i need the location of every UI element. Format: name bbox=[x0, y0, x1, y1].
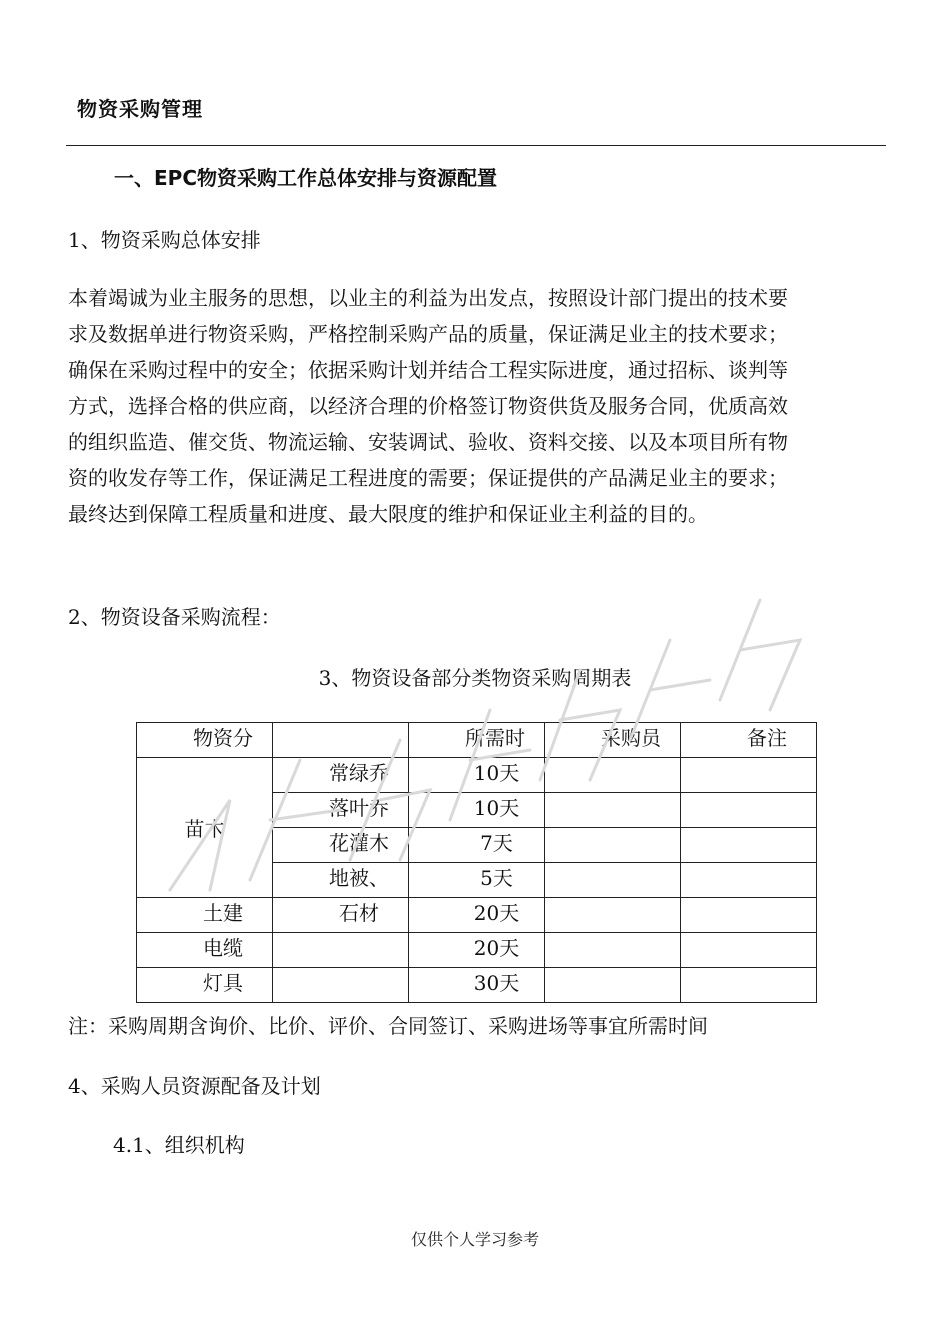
item-cell: 石材 bbox=[273, 898, 409, 933]
buyer-cell bbox=[545, 828, 681, 863]
header-cell: 物资分 bbox=[137, 723, 273, 758]
remark-cell bbox=[681, 758, 817, 793]
buyer-cell bbox=[545, 933, 681, 968]
paragraph-line: 资的收发存等工作，保证满足工程进度的需要；保证提供的产品满足业主的要求； bbox=[68, 466, 788, 490]
paragraph-line: 本着竭诚为业主服务的思想，以业主的利益为出发点，按照设计部门提出的技术要 bbox=[68, 286, 788, 310]
remark-cell bbox=[681, 793, 817, 828]
heading-1: 1、物资采购总体安排 bbox=[68, 228, 261, 252]
buyer-cell bbox=[545, 898, 681, 933]
paragraph-line: 确保在采购过程中的安全；依据采购计划并结合工程实际进度，通过招标、谈判等 bbox=[68, 358, 788, 382]
table-row bbox=[137, 933, 817, 968]
remark-cell bbox=[681, 863, 817, 898]
procurement-cycle-table bbox=[136, 722, 817, 1003]
item-cell: 落叶乔 bbox=[273, 793, 409, 828]
remark-cell bbox=[681, 968, 817, 1003]
category-cell: 苗木 bbox=[137, 758, 273, 898]
time-cell: 10天 bbox=[409, 793, 545, 828]
table-title: 3、物资设备部分类物资采购周期表 bbox=[318, 666, 632, 690]
table-header-row bbox=[137, 723, 817, 758]
item-cell: 地被、 bbox=[273, 863, 409, 898]
header-cell bbox=[273, 723, 409, 758]
time-cell: 5天 bbox=[409, 863, 545, 898]
time-cell: 20天 bbox=[409, 933, 545, 968]
header-cell: 采购员 bbox=[545, 723, 681, 758]
header-divider bbox=[66, 145, 886, 146]
heading-4-1: 4.1、组织机构 bbox=[113, 1133, 245, 1157]
category-cell: 灯具 bbox=[137, 968, 273, 1003]
item-cell: 花灌木 bbox=[273, 828, 409, 863]
remark-cell bbox=[681, 933, 817, 968]
time-cell: 10天 bbox=[409, 758, 545, 793]
heading-2: 2、物资设备采购流程： bbox=[68, 605, 281, 629]
item-cell: 常绿乔 bbox=[273, 758, 409, 793]
table-row bbox=[137, 968, 817, 1003]
buyer-cell bbox=[545, 863, 681, 898]
item-cell bbox=[273, 933, 409, 968]
table-row bbox=[137, 758, 817, 793]
paragraph-overview bbox=[68, 280, 890, 532]
category-cell: 电缆 bbox=[137, 933, 273, 968]
time-cell: 7天 bbox=[409, 828, 545, 863]
buyer-cell bbox=[545, 793, 681, 828]
paragraph-line: 求及数据单进行物资采购，严格控制采购产品的质量，保证满足业主的技术要求； bbox=[68, 322, 788, 346]
paragraph-line: 方式，选择合格的供应商，以经济合理的价格签订物资供货及服务合同，优质高效 bbox=[68, 394, 788, 418]
time-cell: 20天 bbox=[409, 898, 545, 933]
footer-note: 仅供个人学习参考 bbox=[410, 1230, 539, 1249]
remark-cell bbox=[681, 898, 817, 933]
buyer-cell bbox=[545, 758, 681, 793]
header-cell: 所需时 bbox=[409, 723, 545, 758]
header-cell: 备注 bbox=[681, 723, 817, 758]
section-title: 一、EPC物资采购工作总体安排与资源配置 bbox=[114, 166, 497, 190]
table-note: 注：采购周期含询价、比价、评价、合同签订、采购进场等事宜所需时间 bbox=[68, 1014, 708, 1038]
table-row bbox=[137, 898, 817, 933]
document-title: 物资采购管理 bbox=[77, 97, 203, 121]
item-cell bbox=[273, 968, 409, 1003]
category-cell: 土建 bbox=[137, 898, 273, 933]
remark-cell bbox=[681, 828, 817, 863]
buyer-cell bbox=[545, 968, 681, 1003]
time-cell: 30天 bbox=[409, 968, 545, 1003]
paragraph-line: 最终达到保障工程质量和进度、最大限度的维护和保证业主利益的目的。 bbox=[68, 502, 708, 526]
heading-4: 4、采购人员资源配备及计划 bbox=[68, 1074, 321, 1098]
paragraph-line: 的组织监造、催交货、物流运输、安装调试、验收、资料交接、以及本项目所有物 bbox=[68, 430, 788, 454]
